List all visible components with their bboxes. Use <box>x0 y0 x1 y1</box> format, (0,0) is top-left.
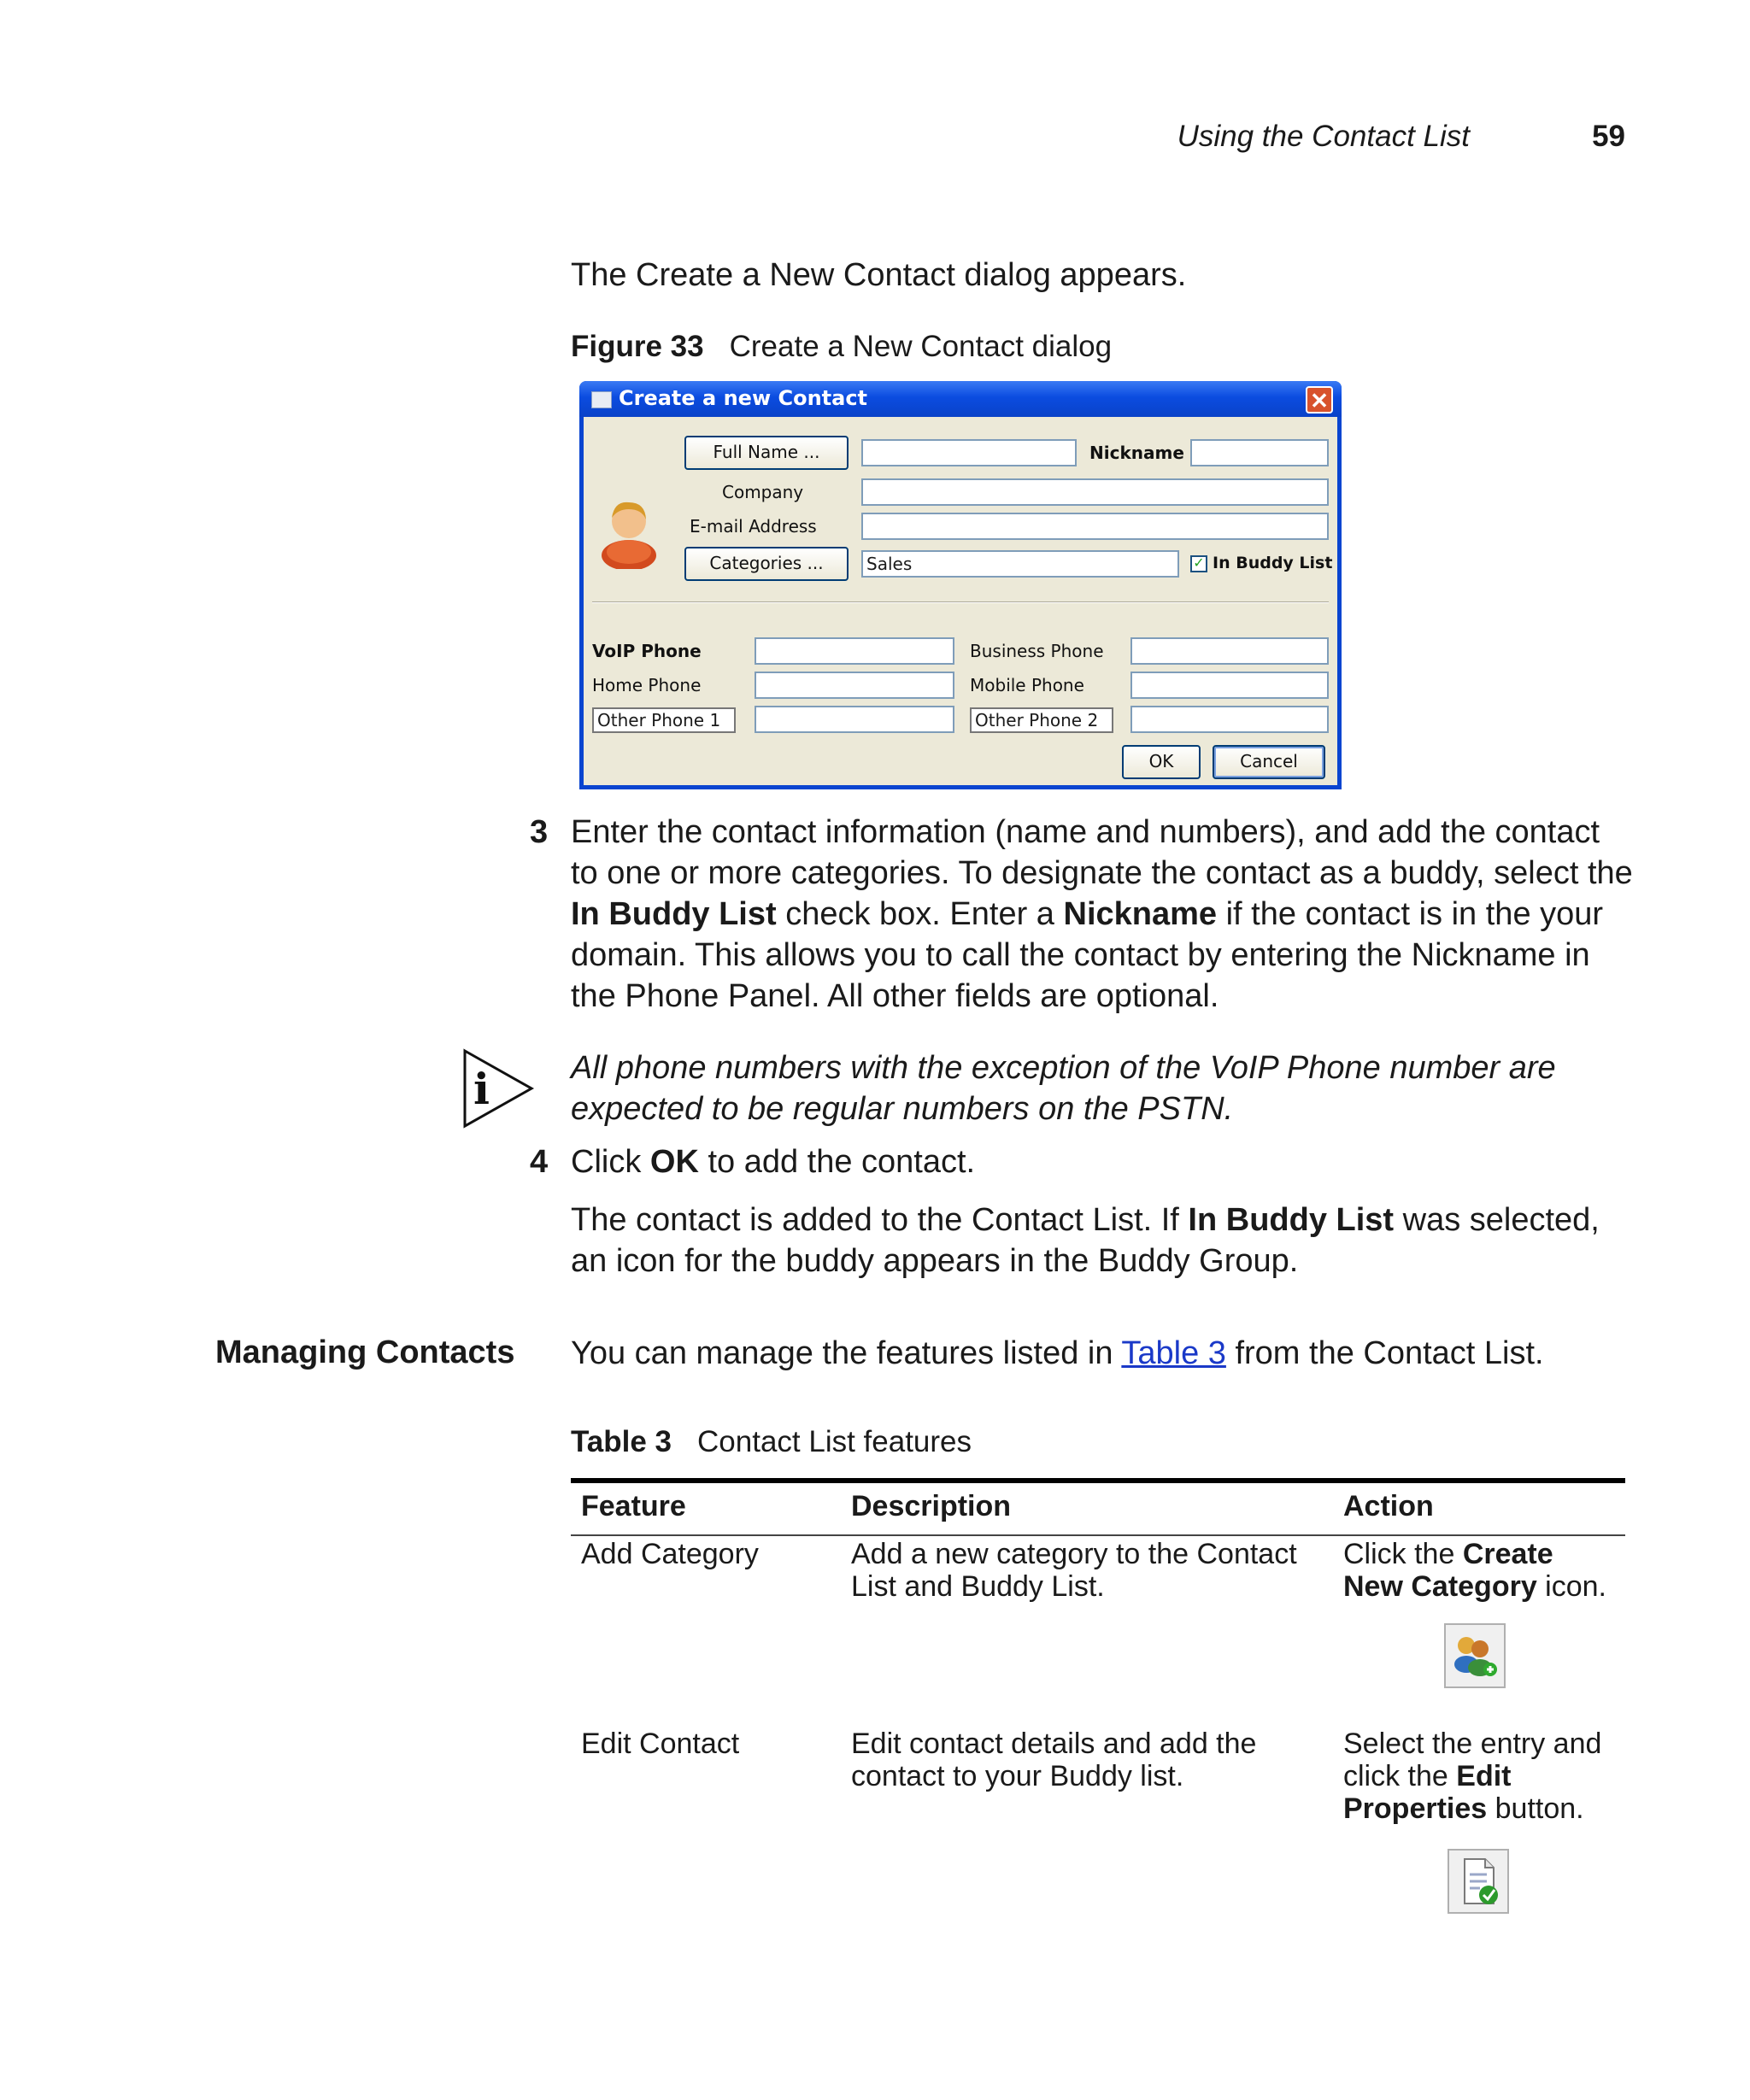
action-fragment: click the <box>1343 1760 1457 1792</box>
managing-fragment: from the Contact List. <box>1225 1335 1544 1371</box>
section-divider <box>592 601 1329 603</box>
table-header-rule <box>571 1534 1625 1536</box>
nickname-label: Nickname <box>1089 443 1184 463</box>
mobile-phone-field[interactable] <box>1130 672 1329 699</box>
in-buddy-list-label: In Buddy List <box>1213 554 1333 572</box>
section-heading: Managing Contacts <box>215 1334 515 1370</box>
voip-phone-label: VoIP Phone <box>592 641 702 661</box>
action-fragment: Click the <box>1343 1538 1463 1570</box>
table-header-action: Action <box>1343 1490 1434 1522</box>
note-text <box>571 1047 1556 1129</box>
step-4-fragment: Click <box>571 1144 650 1180</box>
step-3-line: domain. This allows you to call the contact by entering the Nickname in <box>571 937 1590 973</box>
create-category-icon[interactable] <box>1444 1623 1506 1688</box>
figure-title: Create a New Contact dialog <box>729 330 1113 363</box>
full-name-field[interactable] <box>861 439 1077 466</box>
figure-caption <box>571 330 1112 364</box>
step-4-number: 4 <box>530 1144 549 1180</box>
home-phone-field[interactable] <box>755 672 954 699</box>
business-phone-label: Business Phone <box>970 641 1104 661</box>
info-note-icon <box>461 1047 535 1129</box>
email-field[interactable] <box>861 513 1329 540</box>
table-cell-feature: Edit Contact <box>581 1728 740 1760</box>
categories-field[interactable]: Sales <box>861 550 1179 578</box>
table-top-rule <box>571 1478 1625 1483</box>
action-line <box>1343 1538 1606 1570</box>
step-4-text <box>571 1141 975 1182</box>
business-phone-field[interactable] <box>1130 637 1329 665</box>
table-cell-feature: Add Category <box>581 1538 759 1570</box>
home-phone-label: Home Phone <box>592 675 702 695</box>
mobile-phone-label: Mobile Phone <box>970 675 1084 695</box>
table-cell-description <box>851 1538 1297 1603</box>
table-label: Table 3 <box>571 1425 672 1458</box>
figure-label: Figure 33 <box>571 330 704 363</box>
table-cell-description <box>851 1728 1256 1792</box>
action-term: Properties <box>1343 1792 1488 1825</box>
edit-properties-icon[interactable] <box>1448 1849 1509 1914</box>
dialog-body <box>584 417 1337 785</box>
other-phone-2-field[interactable] <box>1130 706 1329 733</box>
action-term: New Category <box>1343 1570 1537 1603</box>
running-header-title: Using the Contact List <box>1177 120 1470 153</box>
ok-term: OK <box>649 1144 699 1180</box>
categories-button[interactable]: Categories ... <box>684 547 849 581</box>
action-line <box>1343 1760 1601 1792</box>
managing-fragment: You can manage the features listed in <box>571 1335 1122 1371</box>
table-header-description: Description <box>851 1490 1012 1522</box>
note-line: expected to be regular numbers on the PSTN. <box>571 1091 1234 1127</box>
company-label: Company <box>722 482 804 502</box>
intro-text: The Create a New Contact dialog appears. <box>571 257 1187 293</box>
table-cell-action <box>1343 1538 1606 1603</box>
action-term: Edit <box>1456 1760 1512 1792</box>
create-contact-dialog <box>579 381 1342 789</box>
managing-text <box>571 1333 1544 1374</box>
action-term: Create <box>1462 1538 1553 1570</box>
in-buddy-list-term: In Buddy List <box>1188 1202 1395 1238</box>
action-line: Select the entry and <box>1343 1728 1602 1760</box>
in-buddy-list-term: In Buddy List <box>571 896 777 932</box>
step-3-line <box>571 894 1639 935</box>
note-line: All phone numbers with the exception of the VoIP Phone number are <box>571 1050 1556 1086</box>
step-3-number: 3 <box>530 814 549 850</box>
result-line <box>571 1200 1600 1241</box>
action-fragment: button. <box>1487 1792 1584 1825</box>
description-line: List and Buddy List. <box>851 1570 1105 1603</box>
step-3-text <box>571 812 1639 1017</box>
other-phone-1-field[interactable] <box>755 706 954 733</box>
step-4-fragment: to add the contact. <box>698 1144 976 1180</box>
step-4-result <box>571 1200 1600 1282</box>
nickname-term: Nickname <box>1063 896 1218 932</box>
step-3-fragment: if the contact is in the your <box>1217 896 1604 932</box>
contact-avatar-icon <box>599 496 659 569</box>
full-name-button[interactable]: Full Name ... <box>684 436 849 470</box>
result-fragment: was selected, <box>1394 1202 1600 1238</box>
table-header-feature: Feature <box>581 1490 686 1522</box>
voip-phone-field[interactable] <box>755 637 954 665</box>
window-icon <box>591 391 612 408</box>
step-3-line: Enter the contact information (name and numbers), and add the contact <box>571 814 1600 850</box>
table-title: Contact List features <box>697 1425 972 1458</box>
action-fragment: icon. <box>1536 1570 1606 1603</box>
nickname-field[interactable] <box>1190 439 1329 466</box>
page-number: 59 <box>1592 120 1625 153</box>
description-line: contact to your Buddy list. <box>851 1760 1184 1792</box>
other-phone-2-label-field[interactable]: Other Phone 2 <box>970 707 1113 733</box>
ok-button[interactable]: OK <box>1122 745 1201 779</box>
result-fragment: The contact is added to the Contact List. If <box>571 1202 1189 1238</box>
result-line: an icon for the buddy appears in the Buddy Group. <box>571 1243 1299 1279</box>
dialog-title-bar[interactable] <box>579 381 1342 417</box>
action-line <box>1343 1792 1601 1825</box>
action-line <box>1343 1570 1606 1603</box>
table-cell-action <box>1343 1728 1601 1825</box>
close-icon[interactable]: ✕ <box>1306 386 1333 414</box>
table-caption <box>571 1425 972 1459</box>
in-buddy-list-checkbox[interactable]: ✓ <box>1190 555 1207 572</box>
description-line: Add a new category to the Contact <box>851 1538 1297 1570</box>
svg-text:i: i <box>473 1064 490 1114</box>
step-3-line: the Phone Panel. All other fields are optional. <box>571 978 1219 1014</box>
table-3-link[interactable]: Table 3 <box>1121 1335 1226 1371</box>
description-line: Edit contact details and add the <box>851 1728 1257 1760</box>
cancel-button[interactable]: Cancel <box>1213 745 1325 779</box>
other-phone-1-label-field[interactable]: Other Phone 1 <box>592 707 736 733</box>
step-3-line: to one or more categories. To designate the contact as a buddy, select the <box>571 855 1633 891</box>
email-label: E-mail Address <box>690 516 817 537</box>
step-3-fragment: check box. Enter a <box>776 896 1064 932</box>
dialog-title: Create a new Contact <box>619 386 868 410</box>
company-field[interactable] <box>861 478 1329 506</box>
